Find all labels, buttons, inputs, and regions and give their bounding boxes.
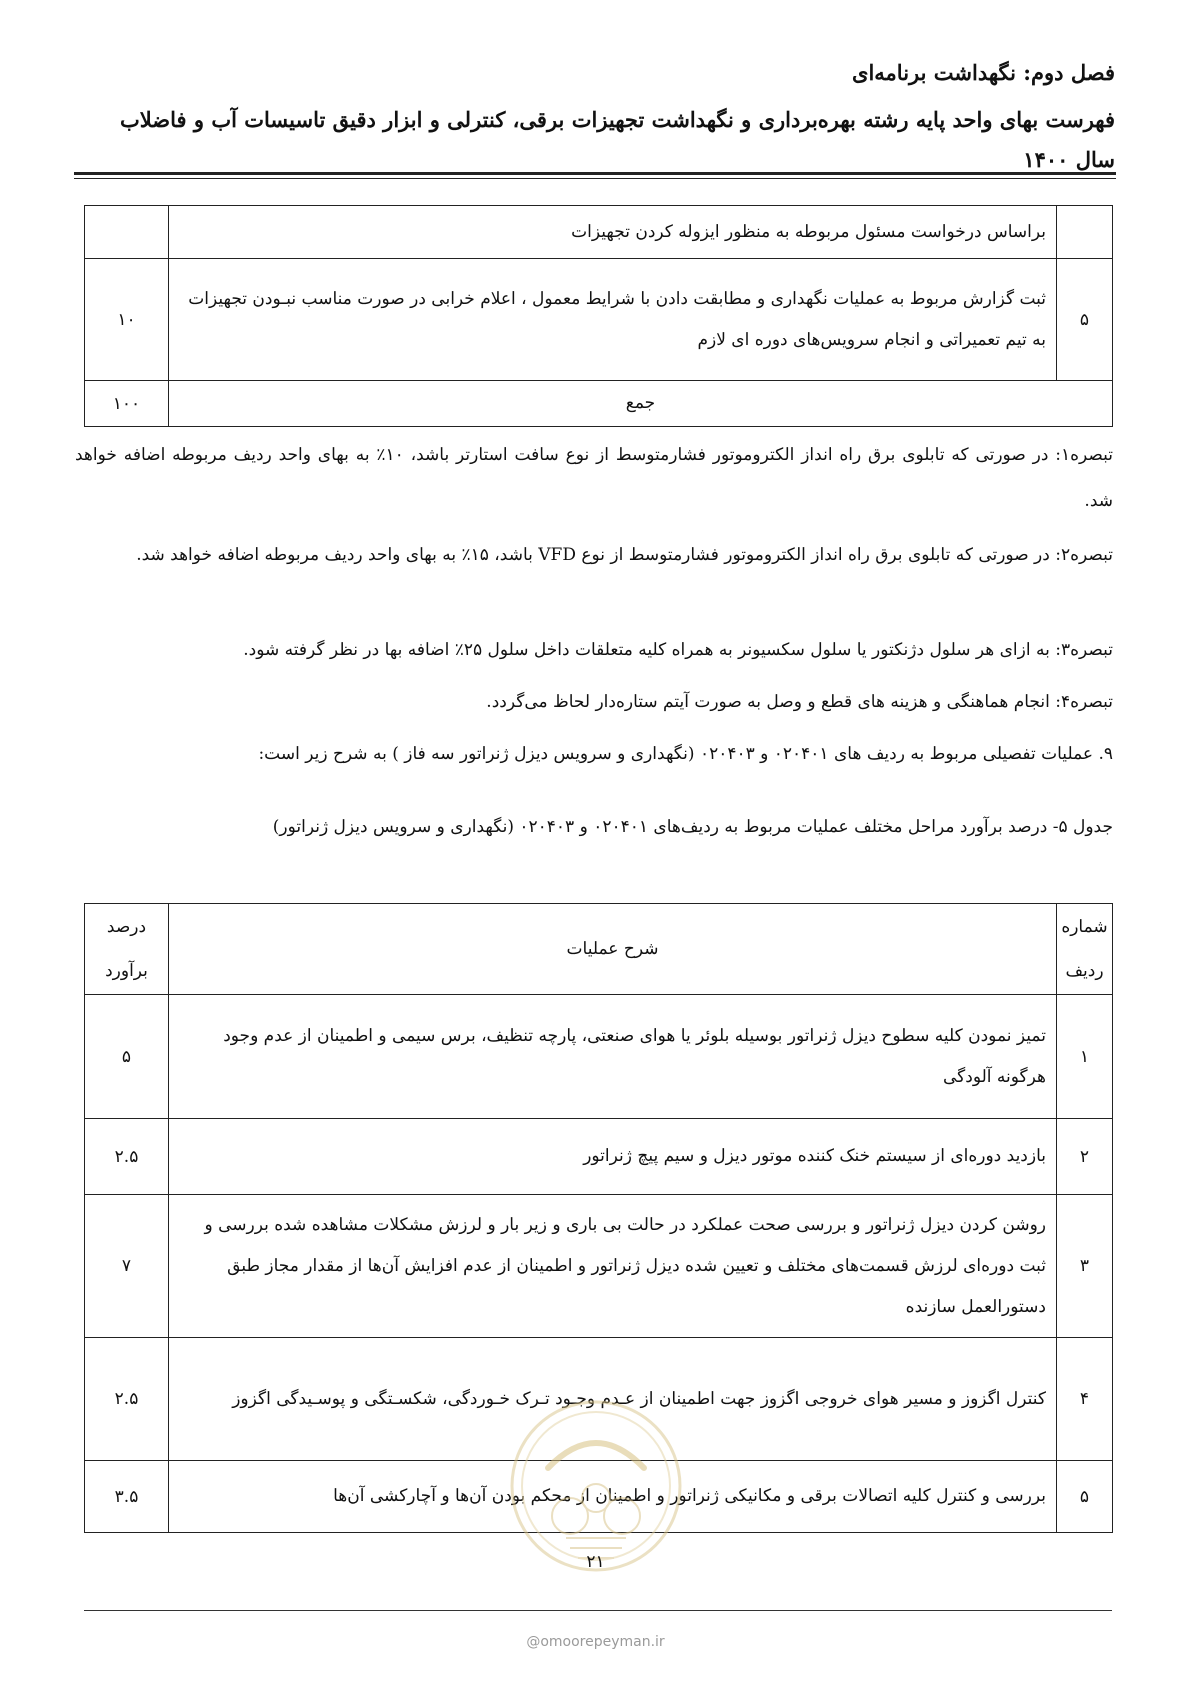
header-description: شرح عملیات [169,904,1057,995]
header-row-number [1057,904,1113,995]
header-rule-thin [74,178,1116,179]
chapter-heading: فصل دوم: نگهداشت برنامه‌ای [852,60,1115,85]
row-description: بازدید دوره‌ای از سیستم خنک کننده موتور دیزل و سیم پیچ ژنراتور [169,1119,1057,1195]
footer-rule [84,1610,1112,1611]
table-row [85,259,1113,381]
row-number: ۴ [1057,1338,1113,1461]
row-percent: ۷ [85,1195,169,1338]
table-row [85,995,1113,1119]
table-header-row [85,904,1113,995]
row-percent: ۳.۵ [85,1461,169,1533]
row-percent: ۲.۵ [85,1338,169,1461]
row-percent: ۱۰ [85,259,169,381]
header-row-number-line2: ردیف [1065,961,1104,981]
row-number: ۲ [1057,1119,1113,1195]
document-title: فهرست بهای واحد پایه رشته بهره‌برداری و نگهداشت تجهیزات برقی، کنترلی و ابزار دقیق تاسیسات آب و فاضلاب سال ۱۴۰۰ [119,107,1115,172]
row-number: ۱ [1057,995,1113,1119]
total-label: جمع [169,381,1113,427]
item-9-intro: ۹. عملیات تفصیلی مربوط به ردیف های ۰۲۰۴۰۱ و ۰۲۰۴۰۳ (نگهداری و سرویس دیزل ژنراتور سه فاز ) به شرح زیر است: [258,744,1113,764]
note-2: تبصره۲: در صورتی که تابلوی برق راه انداز الکتروموتور فشارمتوسط از نوع VFD باشد، ۱۵٪ به بهای واحد ردیف مربوطه اضافه خواهد شد. [136,545,1113,565]
header-percent-line2: برآورد [105,961,148,981]
table-row [85,1119,1113,1195]
row-number: ۵ [1057,259,1113,381]
header-rule-thick [74,172,1116,175]
row-number: ۵ [1057,1461,1113,1533]
note-4: تبصره۴: انجام هماهنگی و هزینه های قطع و وصل به صورت آیتم ستاره‌دار لحاظ می‌گردد. [486,692,1113,712]
page-number: ۲۱ [586,1552,605,1572]
website-watermark: @omoorepeyman.ir [526,1634,665,1650]
watermark-seal-logo [508,1398,684,1574]
header-percent-line1: درصد [106,917,147,937]
row-percent: ۵ [85,995,169,1119]
row-number [1057,206,1113,259]
row-description: بررسی و کنترل کلیه اتصالات برقی و مکانیکی ژنراتور و اطمینان از محکم بودن آن‌ها و آچارکشی آن‌ها [169,1461,1057,1533]
total-value: ۱۰۰ [85,381,169,427]
header-percent [85,904,169,995]
row-number: ۳ [1057,1195,1113,1338]
row-description: براساس درخواست مسئول مربوطه به منظور ایزوله کردن تجهیزات [169,206,1057,259]
table-row [85,206,1113,259]
operations-table-continued [84,205,1113,427]
row-percent [85,206,169,259]
header-row-number-line1: شماره [1061,917,1108,937]
table-caption: جدول ۵- درصد برآورد مراحل مختلف عملیات مربوط به ردیف‌های ۰۲۰۴۰۱ و ۰۲۰۴۰۳ (نگهداری و سرویس دیزل ژنراتور) [272,817,1113,837]
row-description: کنترل اگزوز و مسیر هوای خروجی اگزوز جهت اطمینان از عـدم وجـود تـرک خـوردگی، شکسـتگی و پوسـیدگی اگزوز [169,1338,1057,1461]
row-description: ثبت گزارش مربوط به عملیات نگهداری و مطابقت دادن با شرایط معمول ، اعلام خرابی در صورت مناسب نبـودن تجهیزات به تیم تعمیراتی و انجام سرویس‌های دوره ای لازم [169,259,1057,381]
total-row [85,381,1113,427]
note-3: تبصره۳: به ازای هر سلول دژنکتور یا سلول سکسیونر به همراه کلیه متعلقات داخل سلول ۲۵٪ اضافه بها در نظر گرفته شود. [243,640,1113,660]
table-row [85,1195,1113,1338]
row-description: تمیز نمودن کلیه سطوح دیزل ژنراتور بوسیله بلوئر یا هوای صنعتی، پارچه تنظیف، برس سیمی و اطمینان از عدم وجود هرگونه آلودگی [169,995,1057,1119]
row-percent: ۲.۵ [85,1119,169,1195]
row-description: روشن کردن دیزل ژنراتور و بررسی صحت عملکرد در حالت بی باری و زیر بار و لرزش مشکلات مشاهده شده بررسی و ثبت دوره‌ای لرزش قسمت‌های مختلف و تعیین شده دیزل ژنراتور و اطمینان از عدم افزایش آن‌ها از مقدار مجاز طبق دستورالعمل سازنده [169,1195,1057,1338]
note-1: تبصره۱: در صورتی که تابلوی برق راه انداز الکتروموتور فشارمتوسط از نوع سافت استارتر باشد، ۱۰٪ به بهای واحد ردیف مربوطه اضافه خواهد شد. [75,445,1113,511]
